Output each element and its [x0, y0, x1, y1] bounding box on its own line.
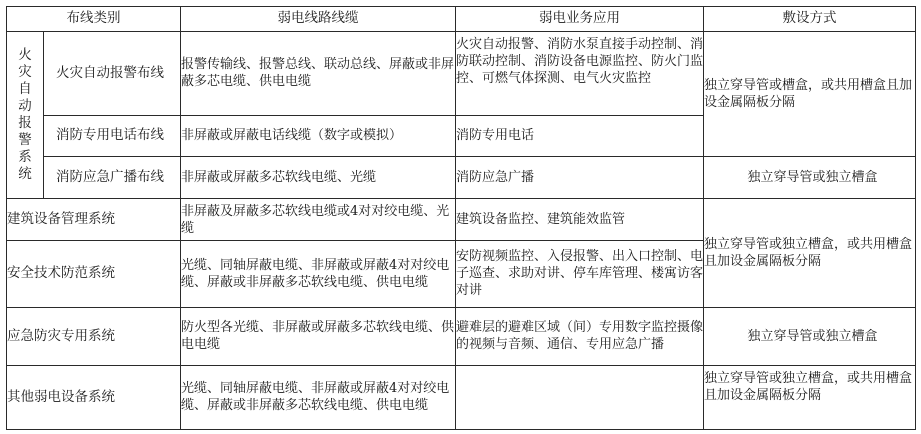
application-desc: 避难层的避难区域（间）专用数字监控摄像的视频与音频、通信、专用应急广播: [456, 307, 704, 365]
cable-types: 非屏蔽或屏蔽电话线缆（数字或模拟）: [181, 115, 456, 156]
application-desc: 安防视频监控、入侵报警、出入口控制、电子巡查、求助对讲、停车库管理、楼寓访客对讲: [456, 240, 704, 307]
cable-types: 非屏蔽或屏蔽多芯软线电缆、光缆: [181, 156, 456, 198]
laying-method: 独立穿导管或独立槽盒: [704, 156, 916, 198]
application-desc: 建筑设备监控、建筑能效监管: [456, 199, 704, 240]
header-category: 布线类别: [7, 7, 181, 32]
system-name: 其他弱电设备系统: [7, 365, 181, 429]
table-row: [7, 156, 916, 198]
system-name: 消防专用电话布线: [44, 115, 181, 156]
system-name: 建筑设备管理系统: [7, 199, 181, 240]
cable-types: 报警传输线、报警总线、联动总线、屏蔽或非屏蔽多芯电缆、供电电缆: [181, 31, 456, 115]
application-desc: 火灾自动报警、消防水泵直接手动控制、消防联动控制、消防设备电源监控、防火门监控、可燃气体探测、电气火灾监控: [456, 31, 704, 115]
laying-method: 独立穿导管或独立槽盒: [704, 307, 916, 365]
application-desc: 消防应急广播: [456, 156, 704, 198]
fire-group-label: 火灾自动报警系统: [18, 47, 32, 183]
cabling-spec-table: [6, 6, 916, 430]
laying-method: 独立穿导管或独立槽盒，或共用槽盒且加设金属隔板分隔: [704, 199, 916, 308]
cable-types: 光缆、同轴屏蔽电缆、非屏蔽或屏蔽4对对绞电缆、屏蔽或非屏蔽多芯软线电缆、供电电缆: [181, 365, 456, 429]
system-name: 安全技术防范系统: [7, 240, 181, 307]
cable-types: 非屏蔽及屏蔽多芯软线电缆或4对对绞电缆、光缆: [181, 199, 456, 240]
laying-method: 独立穿导管或槽盒，或共用槽盒且加设金属隔板分隔: [704, 31, 916, 156]
application-desc: 消防专用电话: [456, 115, 704, 156]
cable-types: 光缆、同轴屏蔽电缆、非屏蔽或屏蔽4对对绞电缆、屏蔽或非屏蔽多芯软线电缆、供电电缆: [181, 240, 456, 307]
header-method: 敷设方式: [704, 7, 916, 32]
header-cable: 弱电线路线缆: [181, 7, 456, 32]
header-application: 弱电业务应用: [456, 7, 704, 32]
table-row: [7, 365, 916, 429]
system-name: 应急防灾专用系统: [7, 307, 181, 365]
system-name: 火灾自动报警布线: [44, 31, 181, 115]
cable-types: 防火型各光缆、非屏蔽或屏蔽多芯软线电缆、供电电缆: [181, 307, 456, 365]
table-row: [7, 307, 916, 365]
system-name: 消防应急广播布线: [44, 156, 181, 198]
fire-group-label-cell: [7, 31, 44, 199]
laying-method: 独立穿导管或独立槽盒，或共用槽盒且加设金属隔板分隔: [704, 365, 916, 429]
table-row: [7, 199, 916, 240]
table-row: [7, 31, 916, 115]
header-row: [7, 7, 916, 32]
application-desc: [456, 365, 704, 429]
